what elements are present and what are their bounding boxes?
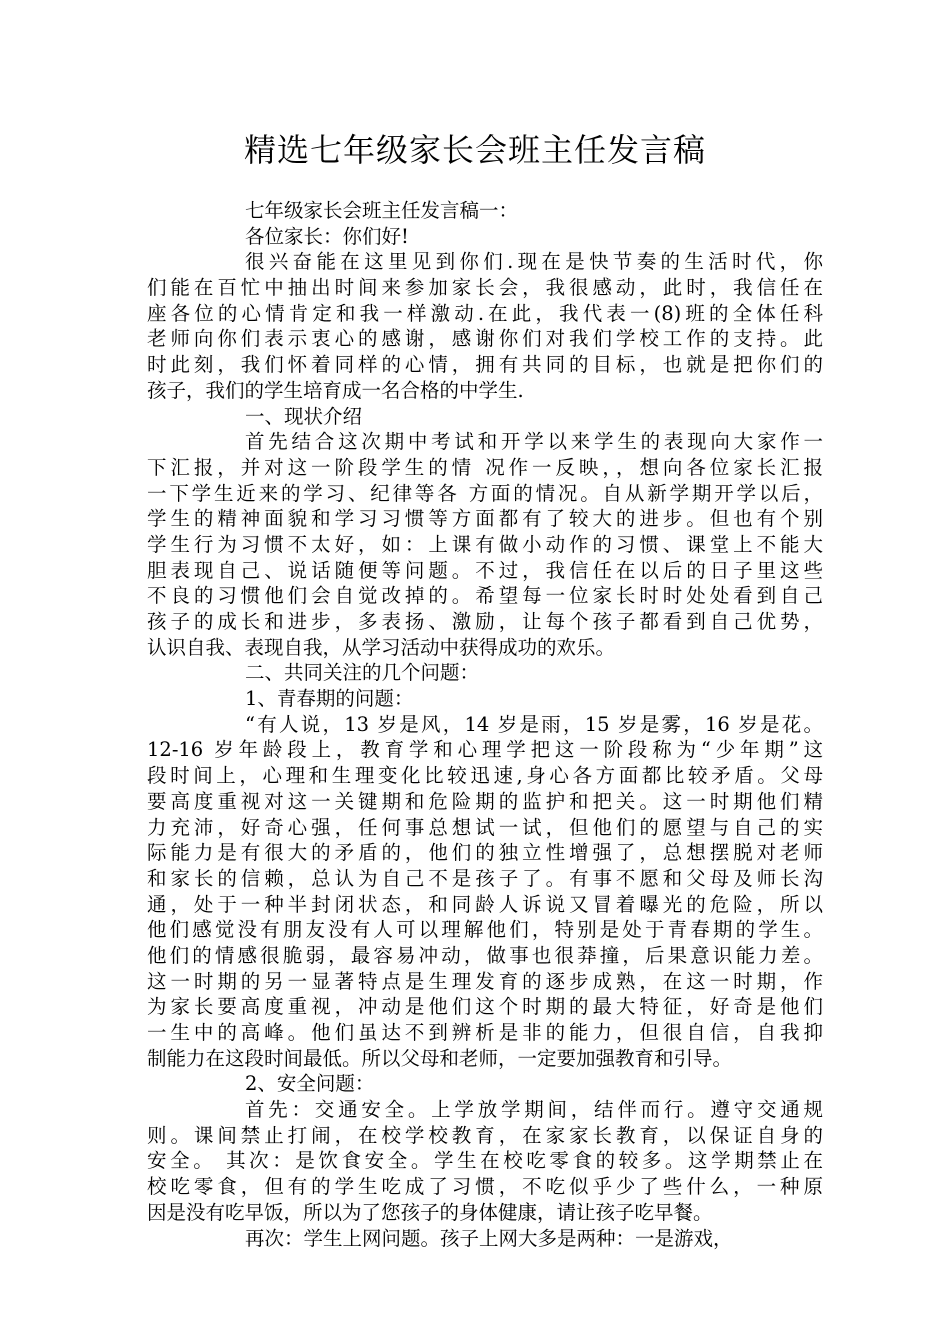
- text-line: 不良的习惯他们会自觉改掉的。希望每一位家长时时处处看到自己: [147, 584, 823, 608]
- text-line: 段时间上，心理和生理变化比较迅速,身心各方面都比较矛盾。父母: [147, 764, 823, 788]
- text-line: 1、青春期的问题：: [245, 687, 414, 711]
- text-line: 胆表现自己、说话随便等问题。不过，我信任在以后的日子里这些: [147, 558, 823, 582]
- text-line: 座各位的心情肯定和我一样激动.在此，我代表一(8)班的全体任科: [147, 301, 823, 325]
- text-line: 认识自我、表现自我，从学习活动中获得成功的欢乐。: [147, 635, 616, 659]
- text-line: 学生行为习惯不太好，如：上课有做小动作的习惯、课堂上不能大: [147, 532, 823, 556]
- text-line: 二、共同关注的几个问题：: [245, 661, 480, 685]
- text-line: 因是没有吃早饭，所以为了您孩子的身体健康，请让孩子吃早餐。: [147, 1200, 713, 1224]
- text-line: 要高度重视对这一关键期和危险期的监护和把关。这一时期他们精: [147, 789, 823, 813]
- text-line: 安全。 其次：是饮食安全。学生在校吃零食的较多。这学期禁止在: [147, 1149, 823, 1173]
- text-line: 们能在百忙中抽出时间来参加家长会，我很感动，此时，我信任在: [147, 276, 823, 300]
- text-line: 再次：学生上网问题。孩子上网大多是两种：一是游戏，: [245, 1226, 733, 1250]
- text-line: 校吃零食，但有的学生吃成了习惯，不吃似乎少了些什么，一种原: [147, 1175, 823, 1199]
- text-line: 和家长的信赖，总认为自己不是孩子了。有事不愿和父母及师长沟: [147, 866, 823, 890]
- text-line: 首先结合这次期中考试和开学以来学生的表现向大家作一: [245, 430, 823, 454]
- text-line: 制能力在这段时间最低。所以父母和老师，一定要加强教育和引导。: [147, 1046, 733, 1070]
- text-line: 下汇报，并对这一阶段学生的情 况作一反映，，想向各位家长汇报: [147, 455, 823, 479]
- text-line: 他们的情感很脆弱，最容易冲动，做事也很莽撞，后果意识能力差。: [147, 943, 823, 967]
- text-line: 这一时期的另一显著特点是生理发育的逐步成熟，在这一时期，作: [147, 969, 823, 993]
- text-line: 2、安全问题：: [245, 1072, 375, 1096]
- text-line: 际能力是有很大的矛盾的，他们的独立性增强了，总想摆脱对老师: [147, 841, 823, 865]
- text-line: 老师向你们表示衷心的感谢，感谢你们对我们学校工作的支持。此: [147, 327, 823, 351]
- text-line: 力充沛，好奇心强，任何事总想试一试，但他们的愿望与自己的实: [147, 815, 823, 839]
- text-line: 通，处于一种半封闭状态，和同龄人诉说又冒着曝光的危险，所以: [147, 892, 823, 916]
- text-line: 他们感觉没有朋友没有人可以理解他们，特别是处于青春期的学生。: [147, 918, 823, 942]
- text-line: 孩子的成长和进步，多表扬、激励，让每个孩子都看到自己优势，: [147, 610, 823, 633]
- text-line: 为家长要高度重视，冲动是他们这个时期的最大特征，好奇是他们: [147, 995, 823, 1019]
- text-line: 则。课间禁止打闹，在校学校教育，在家家长教育，以保证自身的: [147, 1123, 823, 1147]
- text-line: 12-16 岁年龄段上，教育学和心理学把这一阶段称为“少年期”这: [147, 738, 823, 762]
- text-line: 一生中的高峰。他们虽达不到辨析是非的能力，但很自信，自我抑: [147, 1021, 823, 1044]
- text-line: 一下学生近来的学习、纪律等各 方面的情况。自从新学期开学以后，: [147, 481, 823, 505]
- document-body: [147, 198, 823, 1251]
- text-line: 很兴奋能在这里见到你们.现在是快节奏的生活时代，你: [245, 250, 823, 274]
- text-line: 学生的精神面貌和学习习惯等方面都有了较大的进步。但也有个别: [147, 507, 823, 531]
- text-line: 各位家长：你们好!: [245, 224, 409, 248]
- text-line: 首先：交通安全。上学放学期间，结伴而行。遵守交通规: [245, 1098, 823, 1122]
- text-line: 七年级家长会班主任发言稿一：: [245, 199, 519, 222]
- text-line: 时此刻，我们怀着同样的心情，拥有共同的目标，也就是把你们的: [147, 353, 823, 377]
- text-line: 一、现状介绍: [245, 404, 363, 428]
- text-line: “有人说，13 岁是风，14 岁是雨，15 岁是雾，16 岁是花。: [245, 712, 823, 736]
- text-line: 孩子，我们的学生培育成一名合格的中学生.: [147, 378, 524, 402]
- document-title: 精选七年级家长会班主任发言稿: [243, 131, 706, 169]
